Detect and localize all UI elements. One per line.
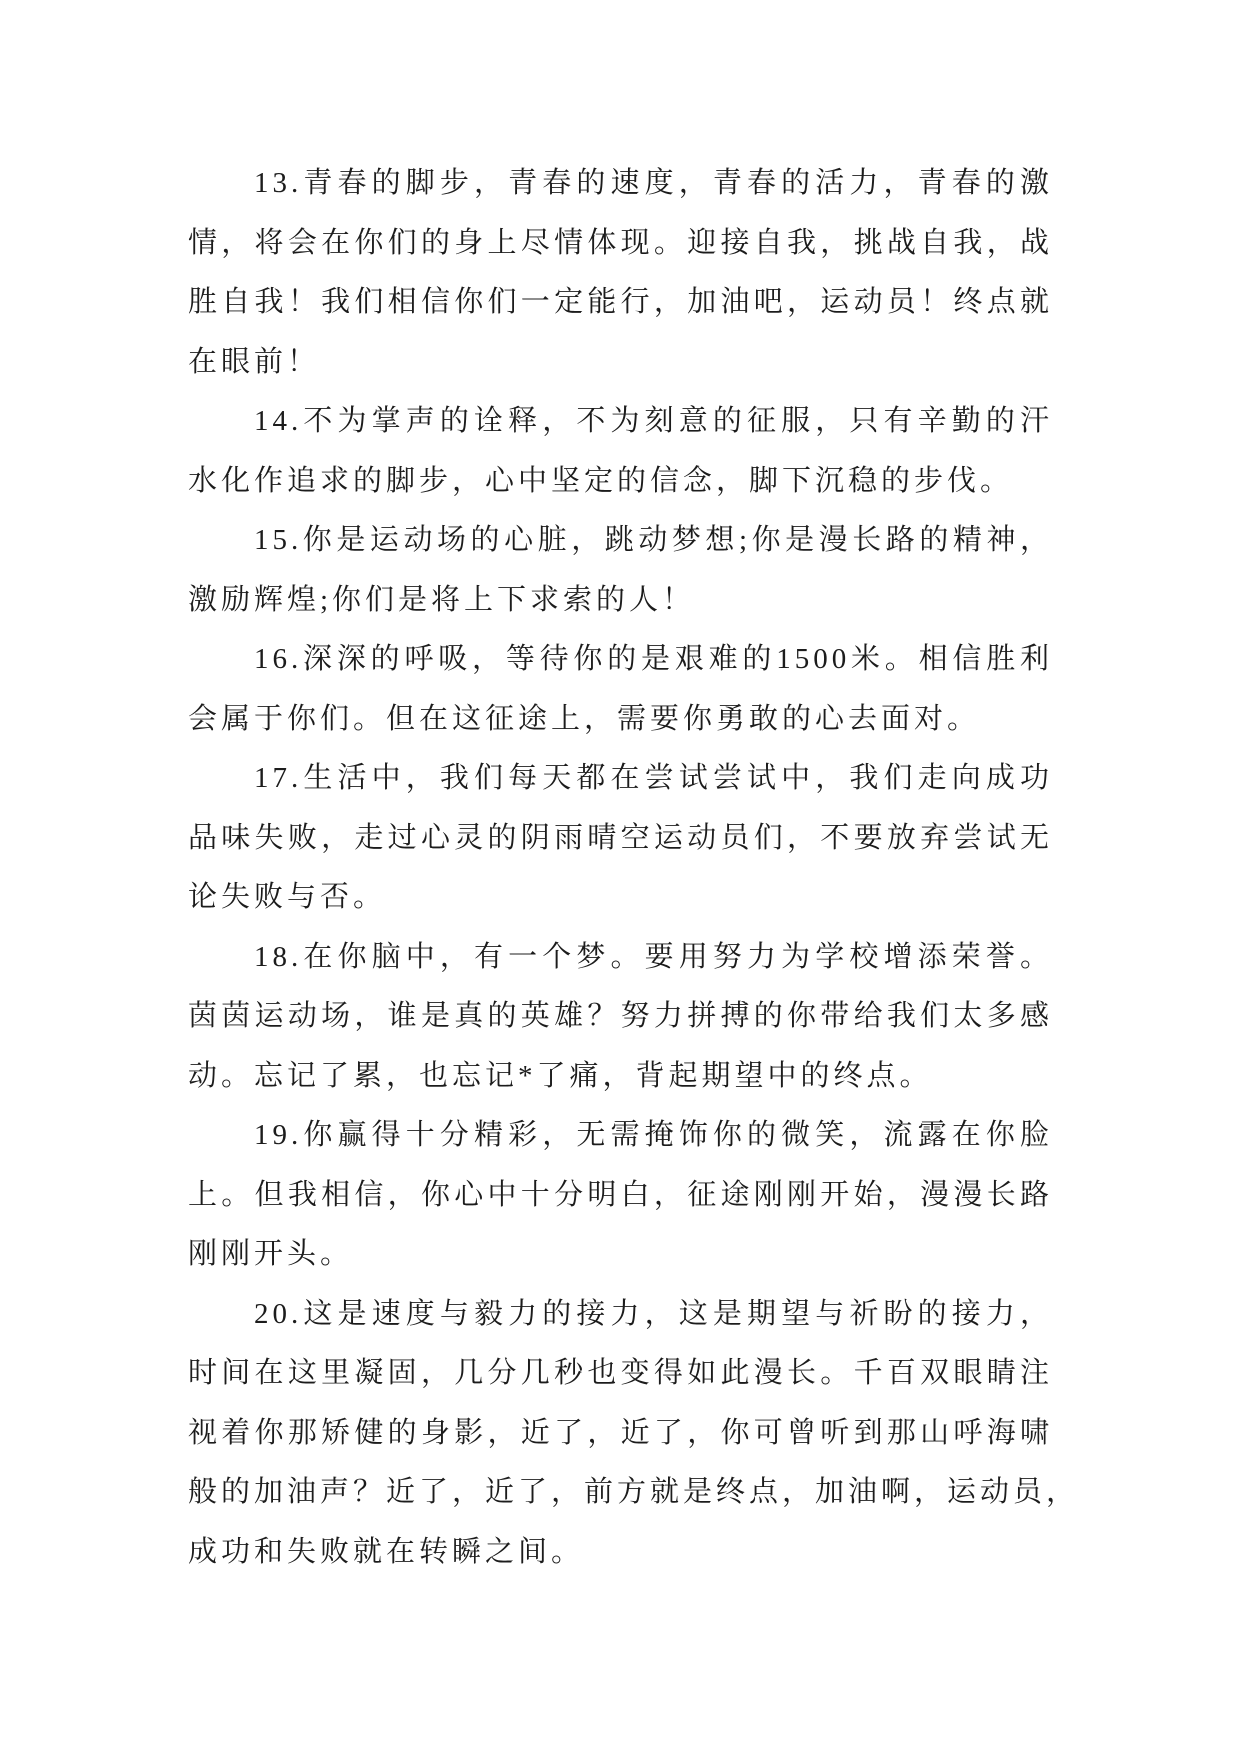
paragraph-line: 激励辉煌;你们是将上下求索的人！: [188, 583, 696, 616]
paragraph-line: 论失败与否。: [188, 881, 387, 913]
paragraph-20: [188, 1285, 1080, 1583]
paragraph-line: 15.你是运动场的心脏，跳动梦想;你是漫长路的精神，: [254, 524, 1053, 556]
paragraph-line: 时间在这里凝固，几分几秒也变得如此漫长。千百双眼睛注: [188, 1357, 1053, 1389]
paragraph-line: 成功和失败就在转瞬之间。: [188, 1535, 585, 1568]
paragraph-line: 17.生活中，我们每天都在尝试尝试中，我们走向成功: [254, 762, 1053, 794]
paragraph-19: [188, 1106, 1053, 1285]
paragraph-line: 13.青春的脚步，青春的速度，青春的活力，青春的激: [254, 167, 1053, 199]
paragraph-line: 品味失败，走过心灵的阴雨晴空运动员们，不要放弃尝试无: [188, 821, 1053, 854]
paragraph-line: 14.不为掌声的诠释，不为刻意的征服，只有辛勤的汗: [254, 405, 1053, 437]
paragraph-13: [188, 154, 1053, 392]
paragraph-14: [188, 392, 1053, 511]
paragraph-line: 在眼前！: [188, 345, 321, 378]
paragraph-line: 情，将会在你们的身上尽情体现。迎接自我，挑战自我，战: [188, 226, 1053, 259]
paragraph-line: 上。但我相信，你心中十分明白，征途刚刚开始，漫漫长路: [188, 1178, 1053, 1211]
paragraph-line: 茵茵运动场，谁是真的英雄？努力拼搏的你带给我们太多感: [188, 1000, 1053, 1032]
document-body: [188, 154, 1080, 1582]
paragraph-line: 16.深深的呼吸，等待你的是艰难的1500米。相信胜利: [254, 643, 1053, 675]
paragraph-line: 胜自我！我们相信你们一定能行，加油吧，运动员！终点就: [188, 286, 1053, 318]
paragraph-line: 19.你赢得十分精彩，无需掩饰你的微笑，流露在你脸: [254, 1119, 1053, 1151]
paragraph-line: 刚刚开头。: [188, 1238, 354, 1270]
paragraph-17: [188, 749, 1053, 928]
paragraph-line: 视着你那矫健的身影，近了，近了，你可曾听到那山呼海啸: [188, 1416, 1053, 1449]
paragraph-16: [188, 630, 1053, 749]
paragraph-line: 会属于你们。但在这征途上，需要你勇敢的心去面对。: [188, 702, 981, 735]
paragraph-15: [188, 511, 1053, 630]
paragraph-line: 20.这是速度与毅力的接力，这是期望与祈盼的接力，: [254, 1297, 1053, 1330]
paragraph-line: 般的加油声？近了，近了，前方就是终点，加油啊，运动员，: [188, 1476, 1080, 1508]
paragraph-18: [188, 928, 1053, 1107]
paragraph-line: 动。忘记了累，也忘记*了痛，背起期望中的终点。: [188, 1059, 933, 1092]
paragraph-line: 水化作追求的脚步，心中坚定的信念，脚下沉稳的步伐。: [188, 464, 1014, 497]
paragraph-line: 18.在你脑中，有一个梦。要用努力为学校增添荣誉。: [254, 940, 1053, 973]
